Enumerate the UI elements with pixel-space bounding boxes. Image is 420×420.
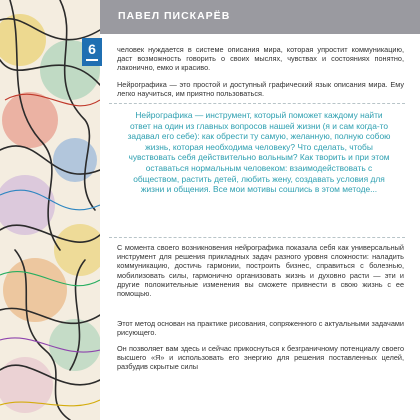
page-number-underline [86, 59, 98, 61]
body-paragraph-2: Этот метод основан на практике рисования, сопряженного с актуальными задачами рисующего. [117, 319, 404, 338]
body-paragraph-3: Он позволяет вам здесь и сейчас прикоснуться к безграничному потенциалу своего высшего «Я» и использовать его энергию для решения поставленных целей, разбудив скрытые силы [117, 344, 404, 372]
intro-paragraph-1: человек нуждается в системе описания мира, которая упростит коммуникацию, даст возможность говорить о своих мыслях, чувствах и состояниях понятно, лаконично, емко и красиво. [117, 45, 404, 73]
quote-bottom-rule [109, 237, 405, 239]
intro-paragraph-2: Нейрографика — это простой и доступный графический язык описания мира. Ему легко научиться, им приятно пользоваться. [117, 80, 404, 99]
page-number: 6 [88, 41, 96, 57]
quote-top-rule [109, 103, 405, 105]
page-number-badge [82, 38, 102, 66]
highlighted-quote: Нейрографика — инструмент, который поможет каждому найти ответ на один из главных вопросов нашей жизни (я и сам когда-то задавал его себе): как обрести ту самую, желанную, полную собою жизнь, которая необходима человеку? Что сделать, чтобы чувствовать себя действительно вольным? Как творить и при этом оставаться нормальным человеком: взаимодействовать с обществом, растить детей, любить жену, создавать условия для жизни и общения. Все мои мотивы сошлись в этом методе... [127, 110, 391, 195]
body-paragraph-1: С момента своего возникновения нейрографика показала себя как универсальный инструмент для решения прикладных задач разного уровня сложности: наладить коммуникацию, достичь гармонии, построить бизнес, справиться с болезнью, мобилизовать силы, гармонично организовать жизнь и духовно расти — эти и другие положительные изменения вы сможете привнести в свою жизнь с ее помощью. [117, 243, 404, 299]
author-name: ПАВЕЛ ПИСКАРЁВ [118, 10, 231, 22]
